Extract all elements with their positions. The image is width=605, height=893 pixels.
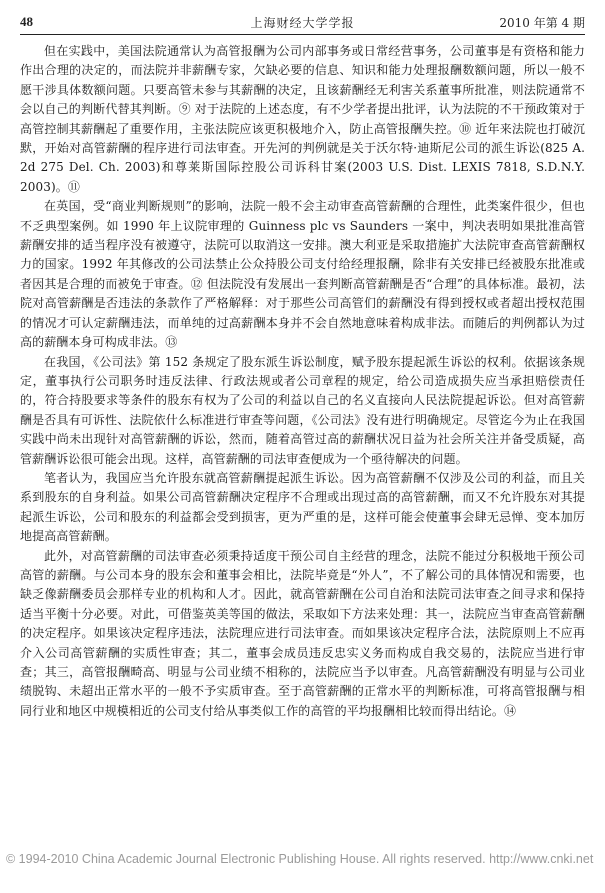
running-header	[20, 14, 585, 34]
paragraph-judicial-review-approach: 此外，对高管薪酬的司法审查必须秉持适度干预公司自主经营的理念，法院不能过分积极地干预公司高管的薪酬。与公司本身的股东会和董事会相比，法院毕竟是“外人”，不了解公司的具体情况和需要，也缺乏像薪酬委员会那样专业的机构和人才。因此，就高管薪酬在公司自治和法院司法审查之间寻求和保持适当平衡十分必要。对此，可借鉴英美等国的做法，采取如下方法来处理：其一，法院应当审查高管薪酬的决定程序。如果该决定程序违法，法院理应进行司法审查。而如果该决定程序合法，法院原则上不应再介入公司高管薪酬的实质性审查；其二，董事会成员违反忠实义务而构成自我交易的，法院应当进行审查；其三，高管报酬畸高、明显与公司业绩不相称的，法院应当予以审查。凡高管薪酬没有明显与公司业绩脱钩、未超出正常水平的一般不予实质审查。至于高管薪酬的正常水平的判断标准，可将高管报酬与相同行业和地区中规模相近的公司支付给从事类似工作的高管的平均报酬相比较而得出结论。⑭	[20, 548, 585, 718]
paragraph-author-view: 笔者认为，我国应当允许股东就高管薪酬提起派生诉讼。因为高管薪酬不仅涉及公司的利益，而且关系到股东的自身利益。如果公司高管薪酬决定程序不合理或出现过高的高管薪酬，而又不允许股东对其提起派生诉讼，公司和股东的利益都会受到损害，更为严重的是，这样可能会使董事会肆无忌惮、变本加厉地提高高管薪酬。	[20, 470, 585, 544]
paragraph-uk-australia: 在英国，受“商业判断规则”的影响，法院一般不会主动审查高管薪酬的合理性，此类案件很少，但也不乏典型案例。如 1990 年上议院审理的 Guinness plc vs Saunders 一案中，判决表明如果批准高管薪酬安排的适当程序没有被遵守，法院可以取消这一安排。澳大利亚是采取措施扩大法院审查高管薪酬权力的国家。1992 年其修改的公司法禁止公众持股公司支付给经理报酬，除非有关安排已经被股东批准或者因其是合理的而被免于审查。⑫ 但法院没有发展出一套判断高管薪酬是否“合理”的具体标准。最初，法院对高管薪酬是否违法的条款作了严格解释：对于那些公司高管们的薪酬没有得到授权或者超出授权范围的情况才可认定薪酬违法，而单纯的过高薪酬本身并不会自然地意味着构成非法。而随后的判例都认为过高的薪酬本身可构成非法。⑬	[20, 199, 585, 350]
paragraph-us-courts: 但在实践中，美国法院通常认为高管报酬为公司内部事务或日常经营事务，公司董事是有资格和能力作出合理的决定的，而法院并非薪酬专家，欠缺必要的信息、知识和能力处理报酬数额问题，所以一般不愿干涉具体数额问题。只要高管未参与其薪酬的决定，且该薪酬经无利害关系董事所批准，则法院通常不会以自己的判断代替其判断。⑨ 对于法院的上述态度，有不少学者提出批评，认为法院的不干预政策对于高管控制其薪酬起了重要作用，主张法院应该更积极地介入，防止高管报酬失控。⑩ 近年来法院也打破沉默，开始对高管薪酬的程序进行司法审查。开先河的判例就是关于沃尔特·迪斯尼公司的派生诉讼(825 A. 2d 275 Del. Ch. 2003)和尊莱斯国际控股公司诉科甘案(2003 U.S. Dist. LEXIS 7818, S.D.N.Y. 2003)。⑪	[20, 44, 585, 194]
header-rule	[20, 34, 585, 35]
journal-title: 上海财经大学学报	[250, 16, 355, 30]
article-body	[20, 42, 585, 721]
page-number: 48	[20, 14, 33, 29]
issue-label: 2010 年第 4 期	[499, 16, 585, 30]
paragraph-china-company-law: 在我国，《公司法》第 152 条规定了股东派生诉讼制度，赋予股东提起派生诉讼的权利。依据该条规定，董事执行公司职务时违反法律、行政法规或者公司章程的规定，给公司造成损失应当承担赔偿责任的，符合持股要求等条件的股东有权为了公司的利益以自己的名义直接向人民法院提起诉讼。但对高管薪酬是否具有可诉性、法院依什么标准进行审查等问题，《公司法》没有进行明确规定。尽管迄今为止在我国实践中尚未出现针对高管薪酬的诉讼，然而，随着高管过高的薪酬状况日益为社会所关注并备受质疑，高管薪酬诉讼很可能会出现。这样，高管薪酬的司法审查便成为一个亟待解决的问题。	[20, 354, 585, 466]
copyright-footer: © 1994-2010 China Academic Journal Electronic Publishing House. All rights reserved. http://www.cnki.net	[6, 852, 594, 866]
